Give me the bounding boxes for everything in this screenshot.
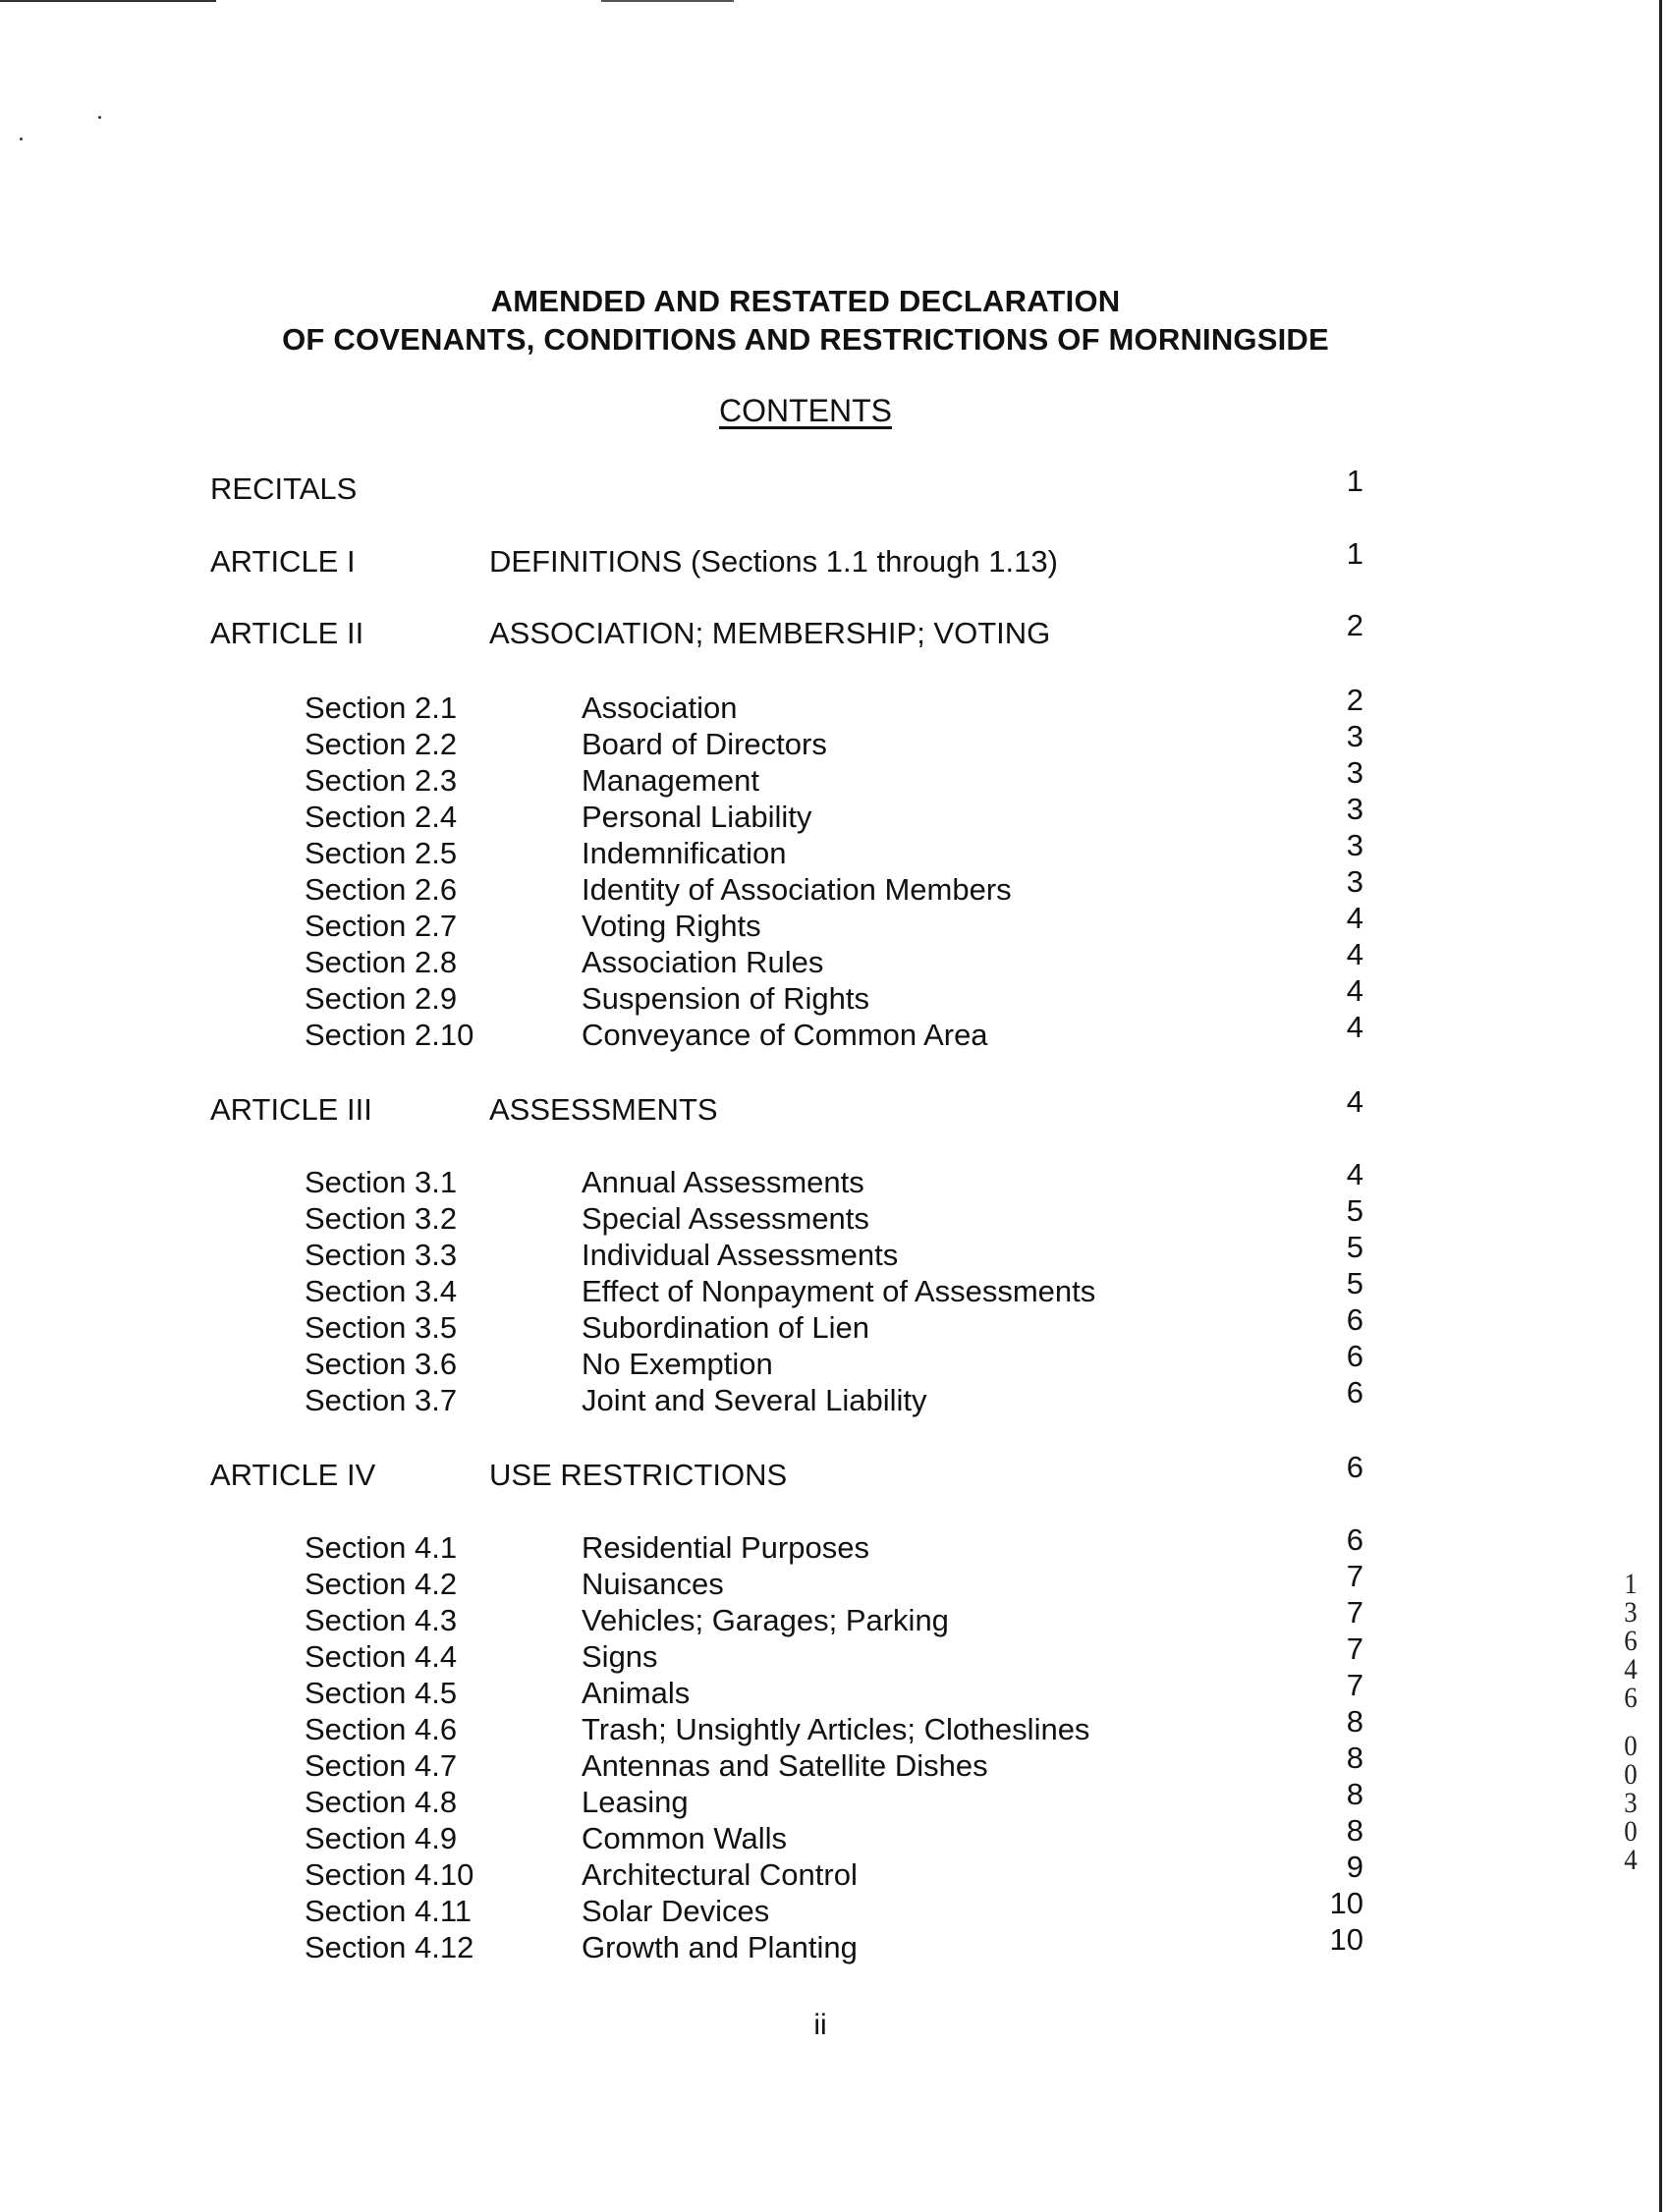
- toc-entry-title: Subordination of Lien: [582, 1310, 870, 1345]
- bates-stamp-digit: 6: [1624, 1625, 1638, 1657]
- toc-article-row: [0, 608, 1668, 653]
- toc-entry-label: Section 4.5: [305, 1676, 458, 1710]
- contents-heading-text: CONTENTS: [719, 393, 892, 428]
- toc-article-row: [0, 1450, 1668, 1495]
- toc-section-row: [0, 973, 1668, 1019]
- toc-entry-label: Section 3.2: [305, 1201, 458, 1236]
- toc-entry-page-number: 3: [1346, 792, 1363, 826]
- toc-entry-title: Solar Devices: [582, 1894, 770, 1928]
- toc-entry-title: Architectural Control: [582, 1857, 858, 1892]
- toc-section-row: [0, 1339, 1668, 1384]
- toc-entry-page-number: 8: [1346, 1777, 1363, 1811]
- toc-entry-title: Annual Assessments: [582, 1165, 864, 1199]
- toc-entry-label: RECITALS: [210, 471, 358, 506]
- toc-entry-title: Association Rules: [582, 945, 824, 979]
- toc-entry-label: Section 2.1: [305, 691, 458, 725]
- toc-entry-page-number: 6: [1346, 1375, 1363, 1410]
- toc-section-row: [0, 1631, 1668, 1677]
- toc-entry-page-number: 4: [1346, 1157, 1363, 1191]
- toc-entry-page-number: 10: [1329, 1886, 1363, 1920]
- toc-section-row: [0, 937, 1668, 982]
- toc-entry-page-number: 2: [1346, 608, 1363, 642]
- document-title-line-2: OF COVENANTS, CONDITIONS AND RESTRICTIONS OF MORNINGSIDE: [282, 322, 1329, 357]
- toc-entry-label: Section 4.7: [305, 1748, 458, 1783]
- toc-entry-title: Common Walls: [582, 1821, 787, 1855]
- toc-entry-label: Section 2.2: [305, 727, 458, 761]
- toc-entry-label: Section 3.1: [305, 1165, 458, 1199]
- toc-entry-label: Section 2.6: [305, 872, 458, 907]
- toc-entry-label: Section 3.3: [305, 1238, 458, 1272]
- toc-section-row: [0, 1850, 1668, 1895]
- toc-section-row: [0, 719, 1668, 764]
- toc-entry-title: Animals: [582, 1676, 691, 1710]
- toc-entry-label: ARTICLE IV: [210, 1458, 376, 1492]
- toc-entry-page-number: 5: [1346, 1230, 1363, 1264]
- toc-entry-page-number: 7: [1346, 1631, 1363, 1666]
- toc-section-row: [0, 1266, 1668, 1311]
- toc-entry-title: Signs: [582, 1639, 658, 1674]
- toc-entry-label: Section 4.12: [305, 1930, 474, 1964]
- toc-entry-label: Section 2.3: [305, 763, 458, 798]
- bates-stamp: [1613, 1570, 1648, 1874]
- toc-entry-label: Section 2.8: [305, 945, 458, 979]
- toc-entry-title: Trash; Unsightly Articles; Clotheslines: [582, 1712, 1090, 1746]
- toc-entry-title: Voting Rights: [582, 909, 761, 943]
- toc-section-row: [0, 683, 1668, 728]
- toc-entry-page-number: 8: [1346, 1813, 1363, 1848]
- toc-section-row: [0, 1522, 1668, 1568]
- toc-entry-label: Section 2.5: [305, 836, 458, 870]
- toc-entry-page-number: 1: [1346, 536, 1363, 571]
- toc-section-row: [0, 792, 1668, 837]
- toc-entry-label: ARTICLE II: [210, 616, 364, 650]
- toc-entry-page-number: 7: [1346, 1595, 1363, 1630]
- toc-entry-label: Section 4.3: [305, 1603, 458, 1637]
- toc-entry-title: Management: [582, 763, 759, 798]
- toc-entry-page-number: 3: [1346, 828, 1363, 862]
- toc-entry-title: Identity of Association Members: [582, 872, 1012, 907]
- toc-entry-title: Individual Assessments: [582, 1238, 899, 1272]
- toc-entry-page-number: 8: [1346, 1704, 1363, 1739]
- toc-section-row: [0, 1193, 1668, 1239]
- toc-entry-label: Section 4.2: [305, 1567, 458, 1601]
- toc-section-row: [0, 901, 1668, 946]
- toc-section-row: [0, 1559, 1668, 1604]
- toc-section-row: [0, 1704, 1668, 1749]
- toc-entry-title: Association: [582, 691, 738, 725]
- toc-entry-title: Antennas and Satellite Dishes: [582, 1748, 988, 1783]
- toc-section-row: [0, 1668, 1668, 1713]
- toc-section-row: [0, 755, 1668, 801]
- bates-stamp-digit: 0: [1624, 1758, 1638, 1791]
- toc-entry-title: DEFINITIONS (Sections 1.1 through 1.13): [489, 544, 1058, 579]
- toc-entry-label: Section 4.1: [305, 1530, 458, 1565]
- toc-entry-title: ASSOCIATION; MEMBERSHIP; VOTING: [489, 616, 1051, 650]
- toc-entry-label: Section 4.9: [305, 1821, 458, 1855]
- toc-article-row: [0, 536, 1668, 581]
- toc-entry-title: Growth and Planting: [582, 1930, 858, 1964]
- toc-article-row: [0, 464, 1668, 509]
- toc-entry-page-number: 3: [1346, 719, 1363, 753]
- toc-entry-title: Effect of Nonpayment of Assessments: [582, 1274, 1096, 1308]
- toc-entry-page-number: 4: [1346, 1084, 1363, 1119]
- toc-entry-page-number: 8: [1346, 1741, 1363, 1775]
- toc-entry-page-number: 4: [1346, 1010, 1363, 1044]
- toc-entry-label: Section 3.6: [305, 1347, 458, 1381]
- toc-entry-page-number: 3: [1346, 755, 1363, 790]
- toc-entry-label: Section 2.7: [305, 909, 458, 943]
- toc-entry-label: Section 3.7: [305, 1383, 458, 1417]
- toc-entry-page-number: 6: [1346, 1450, 1363, 1484]
- toc-entry-label: Section 4.11: [305, 1894, 473, 1928]
- document-title-line-1: AMENDED AND RESTATED DECLARATION: [490, 284, 1121, 318]
- toc-entry-title: Conveyance of Common Area: [582, 1018, 988, 1052]
- bates-stamp-digit: 0: [1624, 1730, 1638, 1762]
- bates-stamp-digit: 3: [1624, 1787, 1638, 1819]
- toc-entry-label: Section 2.4: [305, 800, 458, 834]
- toc-entry-title: USE RESTRICTIONS: [489, 1458, 788, 1492]
- bates-stamp-digit: 6: [1624, 1682, 1638, 1714]
- toc-entry-page-number: 5: [1346, 1193, 1363, 1228]
- toc-entry-label: Section 3.4: [305, 1274, 458, 1308]
- toc-entry-page-number: 7: [1346, 1559, 1363, 1593]
- toc-section-row: [0, 1230, 1668, 1275]
- toc-entry-page-number: 5: [1346, 1266, 1363, 1300]
- toc-section-row: [0, 1157, 1668, 1202]
- toc-entry-page-number: 9: [1346, 1850, 1363, 1884]
- toc-entry-label: ARTICLE III: [210, 1092, 372, 1127]
- toc-article-row: [0, 1084, 1668, 1130]
- toc-entry-page-number: 4: [1346, 901, 1363, 935]
- toc-section-row: [0, 1922, 1668, 1967]
- toc-section-row: [0, 1813, 1668, 1858]
- toc-entry-page-number: 7: [1346, 1668, 1363, 1702]
- toc-entry-title: Vehicles; Garages; Parking: [582, 1603, 949, 1637]
- toc-entry-title: Suspension of Rights: [582, 981, 869, 1016]
- toc-entry-title: Nuisances: [582, 1567, 724, 1601]
- toc-entry-page-number: 6: [1346, 1522, 1363, 1557]
- toc-entry-label: Section 2.9: [305, 981, 458, 1016]
- toc-section-row: [0, 1010, 1668, 1055]
- toc-entry-page-number: 1: [1346, 464, 1363, 498]
- toc-entry-title: Special Assessments: [582, 1201, 869, 1236]
- toc-section-row: [0, 828, 1668, 873]
- page-number: ii: [813, 2009, 827, 2041]
- bates-stamp-digit: 4: [1624, 1844, 1638, 1876]
- toc-entry-title: No Exemption: [582, 1347, 773, 1381]
- toc-section-row: [0, 1375, 1668, 1420]
- toc-entry-title: Personal Liability: [582, 800, 812, 834]
- bates-stamp-digit: 1: [1624, 1568, 1638, 1600]
- toc-entry-label: ARTICLE I: [210, 544, 356, 579]
- toc-entry-label: Section 4.4: [305, 1639, 458, 1674]
- toc-entry-label: Section 4.6: [305, 1712, 458, 1746]
- toc-entry-label: Section 3.5: [305, 1310, 458, 1345]
- toc-entry-title: ASSESSMENTS: [489, 1092, 718, 1127]
- toc-entry-label: Section 4.10: [305, 1857, 474, 1892]
- toc-entry-title: Joint and Several Liability: [582, 1383, 927, 1417]
- toc-section-row: [0, 1595, 1668, 1640]
- toc-entry-page-number: 4: [1346, 973, 1363, 1008]
- toc-entry-page-number: 2: [1346, 683, 1363, 717]
- toc-section-row: [0, 1741, 1668, 1786]
- toc-entry-page-number: 4: [1346, 937, 1363, 971]
- toc-section-row: [0, 1777, 1668, 1822]
- toc-entry-page-number: 6: [1346, 1339, 1363, 1373]
- toc-section-row: [0, 1302, 1668, 1348]
- bates-stamp-digit: 4: [1624, 1653, 1638, 1686]
- toc-entry-title: Leasing: [582, 1785, 689, 1819]
- toc-entry-label: Section 2.10: [305, 1018, 474, 1052]
- toc-entry-label: Section 4.8: [305, 1785, 458, 1819]
- toc-section-row: [0, 864, 1668, 910]
- toc-entry-title: Indemnification: [582, 836, 787, 870]
- toc-entry-title: Residential Purposes: [582, 1530, 869, 1565]
- toc-section-row: [0, 1886, 1668, 1931]
- toc-entry-page-number: 10: [1329, 1922, 1363, 1957]
- toc-entry-page-number: 3: [1346, 864, 1363, 899]
- bates-stamp-digit: 0: [1624, 1815, 1638, 1848]
- toc-entry-title: Board of Directors: [582, 727, 827, 761]
- toc-entry-page-number: 6: [1346, 1302, 1363, 1337]
- bates-stamp-digit: 3: [1624, 1596, 1638, 1629]
